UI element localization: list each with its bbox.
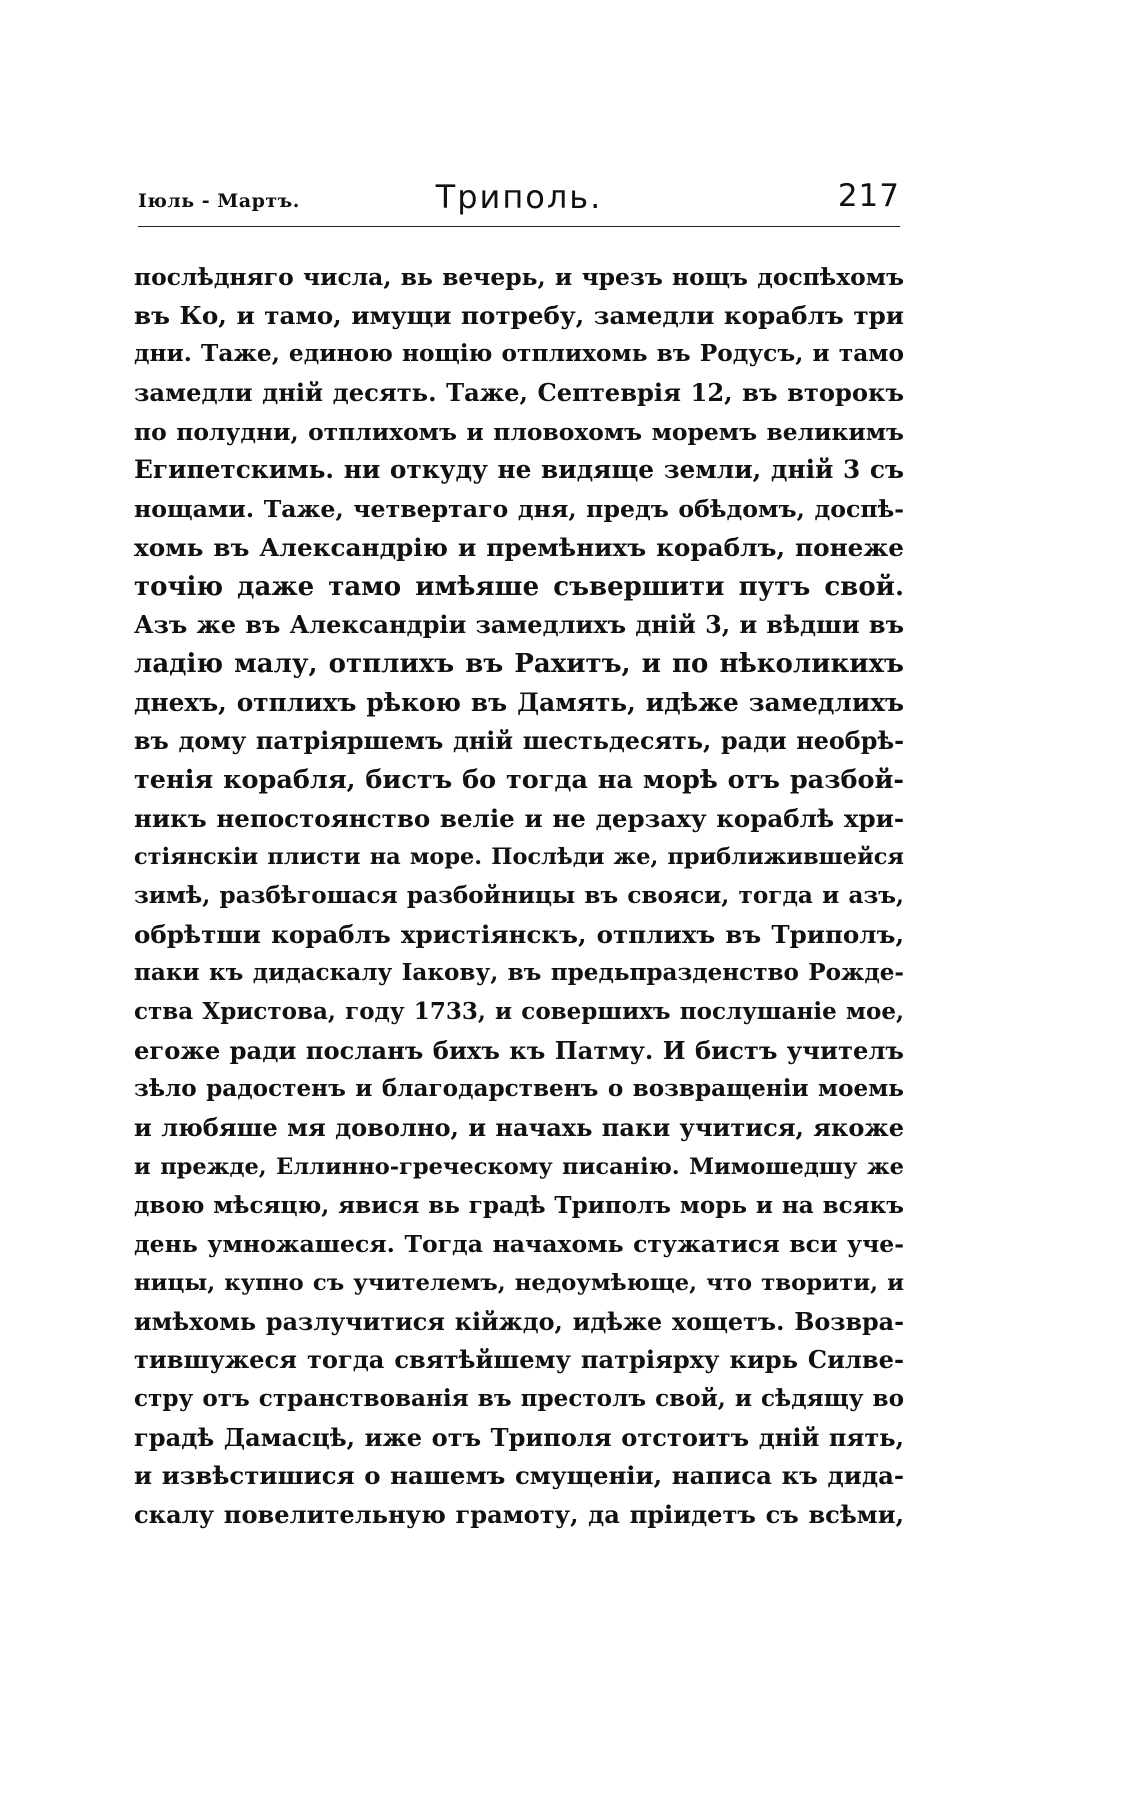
- body-text: [134, 258, 904, 1535]
- text-line: и прежде, Еллинно-греческому писанію. Мимошедшу же: [134, 1153, 904, 1180]
- header-rule: [138, 226, 900, 227]
- text-line: зѣло радостенъ и благодарственъ о возвращеніи моемь: [134, 1075, 904, 1103]
- text-line: ладію малу, отплихъ въ Рахитъ, и по нѣколикихъ: [134, 648, 904, 679]
- text-line: егоже ради посланъ бихъ къ Патму. И бистъ учителъ: [134, 1035, 904, 1065]
- text-line: стіянскіи плисти на море. Послѣди же, приближившейся: [134, 844, 904, 871]
- text-line: паки къ дидаскалу Іакову, въ предьпразденство Рожде-: [134, 959, 904, 987]
- text-line: днехъ, отплихъ рѣкою въ Дамять, идѣже замедлихъ: [134, 687, 904, 717]
- text-line: дни. Таже, единою нощію отплихомь въ Родусъ, и тамо: [134, 340, 904, 368]
- text-line: хомь въ Александрію и премѣнихъ кораблъ, понеже: [134, 532, 904, 562]
- text-line: стру отъ странствованія въ престолъ свой, и сѣдящу во: [134, 1384, 904, 1412]
- text-line: день умножашеся. Тогда начахомь стужатися вси уче-: [134, 1230, 904, 1259]
- text-line: и извѣстишися о нашемъ смущеніи, написа къ дида-: [134, 1461, 904, 1491]
- text-line: и любяше мя доволно, и начахь паки учитися, якоже: [134, 1113, 904, 1143]
- text-line: зимѣ, разбѣгошася разбойницы въ свояси, тогда и азъ,: [134, 882, 904, 909]
- text-line: тенія корабля, бистъ бо тогда на морѣ отъ разбой-: [134, 764, 904, 795]
- text-line: Азъ же въ Александріи замедлихъ дній 3, и вѣдши въ: [134, 610, 904, 640]
- running-head-title: Триполь.: [435, 178, 603, 216]
- text-line: нощами. Таже, четвертаго дня, предъ обѣдомъ, доспѣ-: [134, 495, 904, 524]
- text-line: послѣдняго числа, вь вечерь, и чрезъ нощъ доспѣхомъ: [134, 263, 904, 291]
- text-line: ницы, купно съ учителемъ, недоумѣюще, что творити, и: [134, 1269, 904, 1296]
- text-line: скалу повелительную грамоту, да пріидетъ съ всѣми,: [134, 1500, 904, 1529]
- running-head-dates: Іюль - Мартъ.: [138, 190, 300, 212]
- text-line: имѣхомь разлучитися кійждо, идѣже хощетъ. Возвра-: [134, 1307, 904, 1336]
- text-line: замедли дній десять. Таже, Септеврія 12, въ второкъ: [134, 378, 904, 408]
- text-line: градѣ Дамасцѣ, иже отъ Триполя отстоитъ дній пять,: [134, 1422, 904, 1452]
- running-head: [138, 178, 900, 226]
- text-line: обрѣтши кораблъ христіянскъ, отплихъ въ Триполъ,: [134, 919, 904, 949]
- text-line: въ дому патріяршемъ дній шестьдесять, ради необрѣ-: [134, 727, 904, 756]
- page-number: 217: [837, 178, 900, 214]
- text-line: въ Ко, и тамо, имущи потребу, замедли кораблъ три: [134, 300, 904, 330]
- text-line: тившужеся тогда святѣйшему патріярху кирь Силве-: [134, 1345, 904, 1375]
- text-line: никъ непостоянство веліе и не дерзаху кораблѣ хри-: [134, 803, 904, 833]
- text-line: двою мѣсяцю, явися вь градѣ Триполъ морь и на всякъ: [134, 1191, 904, 1219]
- text-line: точію даже тамо имѣяше съвершити путъ свой.: [134, 571, 904, 602]
- text-line: по полудни, отплихомъ и пловохомъ моремъ великимъ: [134, 417, 904, 446]
- text-line: ства Христова, году 1733, и совершихъ послушаніе мое,: [134, 998, 904, 1026]
- text-line: Египетскимь. ни откуду не видяще земли, дній 3 съ: [134, 455, 904, 485]
